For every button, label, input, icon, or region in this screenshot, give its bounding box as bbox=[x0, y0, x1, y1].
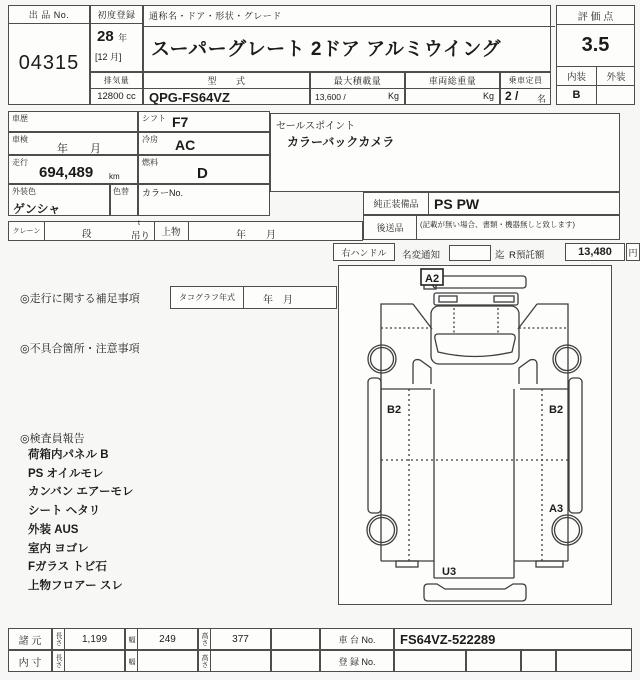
max-load-label: 最大積載量 bbox=[311, 73, 404, 89]
yen-label: 円 bbox=[626, 243, 640, 261]
max-load-value: 13,600 / bbox=[315, 92, 346, 102]
deposit-value: 13,480 bbox=[565, 243, 625, 261]
ac-cell bbox=[138, 132, 270, 155]
color-change-cell bbox=[110, 184, 138, 216]
displacement-box bbox=[90, 72, 143, 105]
displacement-label: 排気量 bbox=[91, 73, 142, 89]
inspector-report-item: 荷箱内パネル B bbox=[28, 449, 109, 461]
right-handle-badge: 右ハンドル bbox=[333, 243, 395, 261]
shift-cell bbox=[138, 111, 270, 132]
until-label: 迄 bbox=[495, 250, 505, 261]
registration-no-label: 登 録 No. bbox=[320, 650, 394, 672]
oem-equipment-box bbox=[363, 192, 620, 215]
color-change-label: 色替 bbox=[113, 187, 129, 196]
color-no-label: カラーNo. bbox=[142, 188, 184, 198]
inner-length-value-cell bbox=[64, 650, 125, 672]
vehicle-name-box bbox=[143, 5, 551, 72]
sales-point-box bbox=[270, 113, 620, 192]
ac-value: AC bbox=[175, 137, 196, 153]
gross-weight-box bbox=[405, 72, 500, 105]
tachograph-box bbox=[170, 286, 337, 309]
deposit-label: R預託額 bbox=[509, 250, 545, 261]
mileage-unit: km bbox=[109, 172, 120, 181]
fuel-label: 燃料 bbox=[142, 158, 158, 167]
inspector-report-item: Fガラス トビ石 bbox=[28, 561, 107, 574]
name-change-label: 名変通知 bbox=[402, 250, 441, 261]
capacity-unit: 名 bbox=[536, 94, 546, 104]
chassis-no-label: 車 台 No. bbox=[320, 628, 394, 650]
later-items-box bbox=[363, 215, 620, 240]
lot-number-label: 出 品 No. bbox=[9, 6, 89, 24]
crane-label: クレーン bbox=[9, 222, 45, 240]
body-date-value: 年 月 bbox=[236, 230, 276, 241]
capacity-value: 2 / bbox=[505, 89, 519, 103]
vehicle-name: スーパーグレート 2ドア アルミウイング bbox=[151, 39, 501, 60]
history-label: 車歴 bbox=[12, 114, 28, 123]
length-label: 長さ bbox=[52, 628, 65, 650]
crane-ton-label: t bbox=[138, 220, 140, 227]
mileage-cell bbox=[8, 155, 138, 184]
registration-no-cell-4 bbox=[556, 650, 632, 672]
displacement-value: 12800 cc bbox=[97, 90, 136, 102]
inspection-value: 年 月 bbox=[57, 143, 101, 155]
oem-equipment-value: PS PW bbox=[434, 196, 480, 212]
inspector-report-item: PS オイルモレ bbox=[28, 467, 104, 480]
mileage-value: 694,489 bbox=[39, 164, 94, 181]
length-value: 1,199 bbox=[64, 628, 125, 650]
max-load-box bbox=[310, 72, 405, 105]
registration-no-cell-2 bbox=[466, 650, 521, 672]
fuel-cell bbox=[138, 155, 270, 184]
body-date-cell bbox=[188, 222, 362, 240]
width-label: 幅 bbox=[125, 628, 138, 650]
chassis-no-value-cell bbox=[394, 628, 632, 650]
max-load-unit: Kg bbox=[387, 91, 399, 101]
score-box bbox=[556, 5, 635, 105]
oem-equipment-label: 純正装備品 bbox=[364, 193, 429, 214]
inner-dim-row-label: 内 寸 bbox=[8, 650, 52, 672]
interior-grade: B bbox=[557, 85, 597, 104]
shift-label: シフト bbox=[142, 114, 166, 123]
height-value: 377 bbox=[210, 628, 271, 650]
width-value: 249 bbox=[137, 628, 198, 650]
score-label: 評 価 点 bbox=[557, 6, 634, 25]
spec-row-label: 諸 元 bbox=[8, 628, 52, 650]
registration-no-cell-1 bbox=[394, 650, 466, 672]
vehicle-name-header: 通称名・ドア・形状・グレード bbox=[144, 6, 555, 27]
inspector-report-item: 上物フロアー スレ bbox=[28, 579, 123, 592]
chassis-no-value: FS64VZ-522289 bbox=[400, 632, 496, 647]
crane-lift-label: 吊り bbox=[130, 231, 150, 242]
model-code-label: 型 式 bbox=[144, 73, 309, 89]
body-label: 上物 bbox=[154, 222, 189, 240]
crane-row bbox=[8, 221, 363, 241]
crane-step-cell bbox=[44, 222, 155, 240]
inspector-report-item: 室内 ヨゴレ bbox=[28, 542, 89, 555]
damage-label-left: B2 bbox=[387, 404, 402, 416]
truck-top-view-diagram bbox=[339, 266, 610, 603]
height-label: 高さ bbox=[198, 628, 211, 650]
lot-number: 04315 bbox=[18, 52, 80, 74]
mileage-note-title: ◎走行に関する補足事項 bbox=[20, 293, 140, 305]
exterior-label: 外装 bbox=[597, 66, 635, 86]
shift-value: F7 bbox=[172, 114, 189, 130]
gross-weight-unit: Kg bbox=[482, 91, 494, 101]
crane-step-label: 段 bbox=[82, 229, 92, 240]
ac-label: 冷房 bbox=[142, 135, 158, 144]
sales-point-value: カラーバックカメラ bbox=[287, 135, 395, 149]
exterior-grade-empty bbox=[597, 85, 635, 104]
sales-point-label: セールスポイント bbox=[276, 121, 356, 132]
tachograph-value: 年 月 bbox=[263, 295, 293, 306]
gross-weight-label: 車両総重量 bbox=[406, 73, 499, 89]
inspection-cell bbox=[8, 132, 138, 155]
inspector-report-item: 外装 AUS bbox=[28, 523, 79, 536]
interior-label: 内装 bbox=[557, 66, 597, 86]
inspector-report-item: シート ヘタリ bbox=[28, 505, 101, 518]
model-code-value: QPG-FS64VZ bbox=[149, 90, 230, 105]
tachograph-label: タコグラフ年式 bbox=[171, 287, 244, 308]
model-code-box bbox=[143, 72, 310, 105]
defect-title: ◎不具合箇所・注意事項 bbox=[20, 343, 140, 355]
first-registration-box bbox=[90, 5, 143, 72]
score-value: 3.5 bbox=[557, 24, 634, 67]
lot-number-box bbox=[8, 5, 90, 105]
mileage-label: 走行 bbox=[12, 158, 28, 167]
later-items-note: (記載が無い場合、書類・機器無しと致します) bbox=[420, 220, 575, 229]
damage-label-rear: U3 bbox=[442, 566, 457, 578]
first-registration-year: 28 bbox=[97, 28, 114, 45]
exterior-color-cell bbox=[8, 184, 110, 216]
first-registration-year-unit: 年 bbox=[118, 33, 128, 43]
inspection-label: 車検 bbox=[12, 135, 28, 144]
inner-width-label: 幅 bbox=[125, 650, 138, 672]
history-cell bbox=[8, 111, 138, 132]
inspector-report-item: カンバン エアーモレ bbox=[28, 486, 134, 499]
first-registration-label: 初度登録 bbox=[91, 6, 142, 24]
inner-height-value-cell bbox=[210, 650, 271, 672]
inner-height-label: 高さ bbox=[198, 650, 211, 672]
damage-label-rear-right: A3 bbox=[549, 503, 564, 515]
fuel-value: D bbox=[197, 165, 208, 182]
inner-width-value-cell bbox=[137, 650, 198, 672]
name-change-field bbox=[449, 245, 491, 261]
damage-label-right: B2 bbox=[549, 404, 564, 416]
exterior-color-label: 外装色 bbox=[12, 187, 36, 196]
capacity-label: 乗車定員 bbox=[501, 73, 550, 89]
damage-label-front: A2 bbox=[425, 273, 440, 285]
registration-no-cell-3 bbox=[521, 650, 556, 672]
inspector-report-list bbox=[28, 446, 248, 596]
first-registration-month: [12 月] bbox=[95, 52, 122, 62]
inspector-report-title: ◎検査員報告 bbox=[20, 433, 85, 445]
vehicle-diagram-box bbox=[338, 265, 612, 605]
color-no-cell bbox=[138, 184, 270, 216]
capacity-box bbox=[500, 72, 551, 105]
spec-spacer-cell bbox=[271, 628, 320, 650]
later-items-label: 後送品 bbox=[364, 216, 417, 239]
exterior-color-value: ゲンシャ bbox=[13, 202, 61, 216]
inner-spacer-cell bbox=[271, 650, 320, 672]
inner-length-label: 長さ bbox=[52, 650, 65, 672]
